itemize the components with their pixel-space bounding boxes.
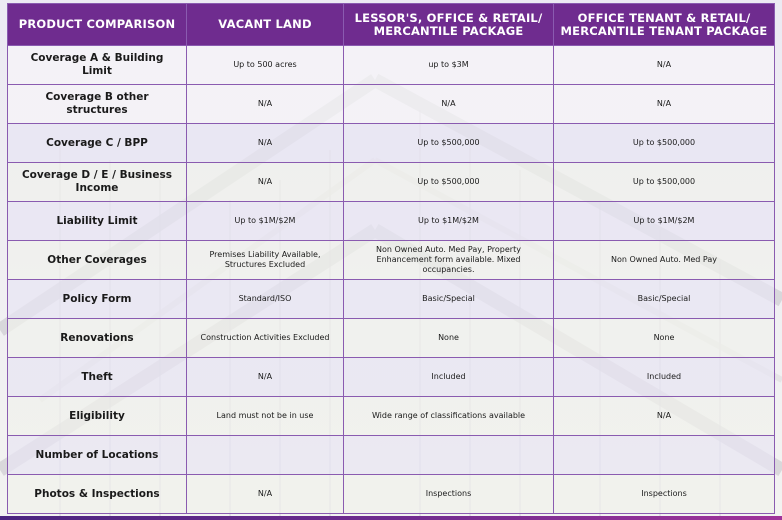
cell-lessors-package: Up to $1M/$2M [344,202,554,241]
table-header-row [8,4,775,46]
cell-vacant-land: N/A [187,358,344,397]
row-label: Liability Limit [8,202,187,241]
cell-lessors-package [344,436,554,475]
row-label: Coverage C / BPP [8,124,187,163]
row-label: Coverage B other structures [8,85,187,124]
cell-tenant-package: Non Owned Auto. Med Pay [554,241,775,280]
table-row [8,280,775,319]
cell-tenant-package: Up to $500,000 [554,163,775,202]
cell-tenant-package: Inspections [554,475,775,514]
table-row [8,163,775,202]
cell-tenant-package: N/A [554,85,775,124]
cell-lessors-package: Wide range of classifications available [344,397,554,436]
cell-vacant-land: N/A [187,85,344,124]
row-label: Number of Locations [8,436,187,475]
cell-tenant-package: Up to $500,000 [554,124,775,163]
row-label: Photos & Inspections [8,475,187,514]
column-header-lessors-package: LESSOR'S, OFFICE & RETAIL/ MERCANTILE PACKAGE [344,4,554,46]
row-label: Other Coverages [8,241,187,280]
cell-tenant-package [554,436,775,475]
table-row [8,358,775,397]
cell-lessors-package: None [344,319,554,358]
cell-vacant-land: N/A [187,124,344,163]
cell-vacant-land: Premises Liability Available, Structures Excluded [187,241,344,280]
cell-tenant-package: None [554,319,775,358]
table-row [8,85,775,124]
cell-tenant-package: Basic/Special [554,280,775,319]
row-label: Coverage D / E / Business Income [8,163,187,202]
cell-vacant-land: N/A [187,475,344,514]
table-row [8,241,775,280]
cell-tenant-package: Included [554,358,775,397]
row-label: Eligibility [8,397,187,436]
cell-tenant-package: Up to $1M/$2M [554,202,775,241]
cell-tenant-package: N/A [554,46,775,85]
row-label: Theft [8,358,187,397]
product-comparison-table [7,3,775,514]
column-header-tenant-package: OFFICE TENANT & RETAIL/ MERCANTILE TENANT PACKAGE [554,4,775,46]
row-label: Renovations [8,319,187,358]
column-header-vacant-land: VACANT LAND [187,4,344,46]
cell-vacant-land: Up to $1M/$2M [187,202,344,241]
cell-lessors-package: Basic/Special [344,280,554,319]
column-header-product-comparison: PRODUCT COMPARISON [8,4,187,46]
cell-lessors-package: Non Owned Auto. Med Pay, Property Enhancement form available. Mixed occupancies. [344,241,554,280]
cell-vacant-land: Construction Activities Excluded [187,319,344,358]
cell-lessors-package: Up to $500,000 [344,163,554,202]
cell-vacant-land: Up to 500 acres [187,46,344,85]
table-row [8,46,775,85]
cell-lessors-package: up to $3M [344,46,554,85]
cell-lessors-package: N/A [344,85,554,124]
comparison-table-container [7,3,774,514]
table-row [8,124,775,163]
table-row [8,319,775,358]
bottom-accent-bar [0,516,782,520]
cell-vacant-land [187,436,344,475]
cell-vacant-land: Standard/ISO [187,280,344,319]
table-row [8,436,775,475]
cell-lessors-package: Included [344,358,554,397]
cell-vacant-land: N/A [187,163,344,202]
cell-lessors-package: Up to $500,000 [344,124,554,163]
table-row [8,397,775,436]
row-label: Coverage A & Building Limit [8,46,187,85]
cell-vacant-land: Land must not be in use [187,397,344,436]
table-row [8,475,775,514]
table-row [8,202,775,241]
cell-lessors-package: Inspections [344,475,554,514]
cell-tenant-package: N/A [554,397,775,436]
row-label: Policy Form [8,280,187,319]
